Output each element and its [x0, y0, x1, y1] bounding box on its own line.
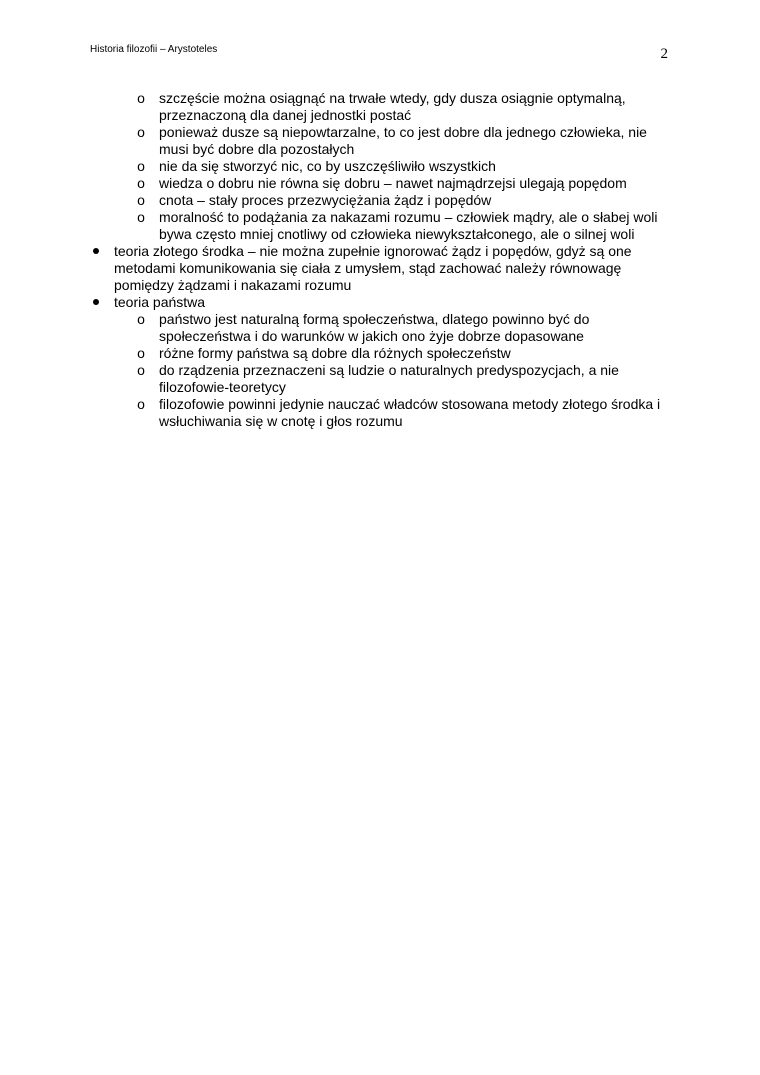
- sub-bullet-marker: o: [137, 396, 145, 412]
- bullet-icon: [90, 243, 102, 260]
- list-item-text: cnota – stały proces przezwyciężania żądz i popędów: [159, 192, 492, 208]
- document-body: [90, 90, 668, 430]
- sub-bullet-marker: o: [137, 345, 145, 361]
- list-item-text: do rządzenia przeznaczeni są ludzie o naturalnych predyspozycjach, a nie filozofowie-teoretycy: [159, 362, 619, 395]
- list-item-text: filozofowie powinni jedynie nauczać władców stosowana metody złotego środka i wsłuchiwania się w cnotę i głos rozumu: [159, 396, 661, 429]
- list-item-text: teoria państwa: [114, 294, 206, 310]
- sub-bullet-marker: o: [137, 192, 145, 208]
- list-item-text: różne formy państwa są dobre dla różnych społeczeństw: [159, 345, 511, 361]
- sub-bullet-marker: o: [137, 90, 145, 106]
- list-item: [90, 396, 668, 430]
- list-item-text: szczęście można osiągnąć na trwałe wtedy, gdy dusza osiągnie optymalną, przeznaczoną dla danej jednostki postać: [159, 90, 626, 123]
- sub-bullet-marker: o: [137, 209, 145, 225]
- list-item-text: ponieważ dusze są niepowtarzalne, to co jest dobre dla jednego człowieka, nie musi być dobre dla pozostałych: [159, 124, 647, 157]
- list-item: [90, 90, 668, 124]
- list-item: [90, 175, 668, 192]
- running-header: Historia filozofii – Arystoteles: [90, 44, 218, 55]
- sub-bullet-marker: o: [137, 158, 145, 174]
- list-item: [90, 124, 668, 158]
- sub-bullet-marker: o: [137, 175, 145, 191]
- list-item-golden-mean: [90, 243, 668, 294]
- list-item-state-theory: [90, 294, 668, 311]
- list-item-text: teoria złotego środka – nie można zupełnie ignorować żądz i popędów, gdyż są one metodami komunikowania się ciała z umysłem, stąd zachować należy równowagę pomiędzy żądzami i nakazami rozumu: [114, 243, 632, 293]
- list-item-text: moralność to podążania za nakazami rozumu – człowiek mądry, ale o słabej woli bywa często mniej cnotliwy od człowieka niewykształconego, ale o silnej woli: [159, 209, 658, 242]
- sub-bullet-marker: o: [137, 311, 145, 327]
- list-item: [90, 311, 668, 345]
- page-number: 2: [660, 46, 668, 62]
- list-item: [90, 192, 668, 209]
- list-item-text: nie da się stworzyć nic, co by uszczęśliwiło wszystkich: [159, 158, 496, 174]
- list-item-text: państwo jest naturalną formą społeczeństwa, dlatego powinno być do społeczeństwa i do warunków w jakich ono żyje dobrze dopasowane: [159, 311, 590, 344]
- bullet-icon: [90, 294, 102, 311]
- list-item-text: wiedza o dobru nie równa się dobru – nawet najmądrzejsi ulegają popędom: [159, 175, 627, 191]
- list-item: [90, 209, 668, 243]
- sub-bullet-marker: o: [137, 362, 145, 378]
- list-item: [90, 158, 668, 175]
- list-item: [90, 345, 668, 362]
- sub-bullet-marker: o: [137, 124, 145, 140]
- list-item: [90, 362, 668, 396]
